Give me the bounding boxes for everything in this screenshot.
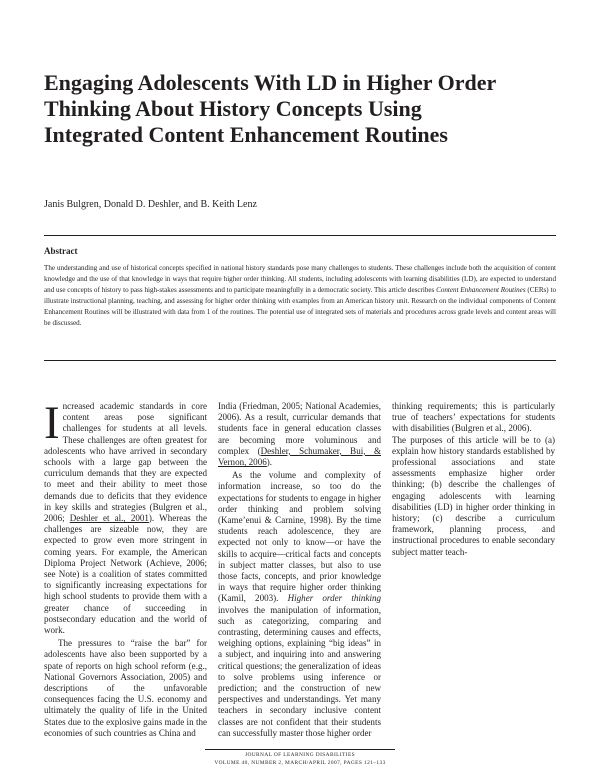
- italic-term: Higher order thinking: [287, 593, 381, 604]
- author-list: Janis Bulgren, Donald D. Deshler, and B. Keith Lenz: [44, 199, 257, 210]
- divider: [44, 360, 556, 361]
- paragraph-2: The pressures to “raise the bar” for adolescents have also been supported by a spate of reports on high school reform (e.g., National Governors Association, 2005) and descriptions of the unfavorable consequences facing the U.S. economy and ultimately the quality of life in the United States due to the explosive gains made in the economies of such countries as China and: [44, 638, 207, 738]
- article-title: Engaging Adolescents With LD in Higher Order Thinking About History Concepts Using Integrated Content Enhancement Routines: [44, 70, 496, 147]
- paragraph-3-cont: thinking requirements; this is particularly true of teachers’ expectations for students with disabilities (Bulgren et al., 2006).: [392, 401, 555, 434]
- body-column-1: [44, 401, 207, 742]
- abstract-heading: Abstract: [44, 246, 78, 256]
- volume-info: VOLUME 40, NUMBER 2, MARCH/APRIL 2007, PAGES 121–133: [214, 760, 386, 766]
- body-column-3: [392, 401, 555, 742]
- abstract-italic-term: Content Enhancement Routines: [436, 286, 526, 294]
- footer-divider: [205, 749, 395, 750]
- journal-name: JOURNAL OF LEARNING DISABILITIES: [244, 752, 356, 758]
- body-column-2: [218, 401, 381, 742]
- paragraph-4-cont: The purposes of this article will be to (a) explain how history standards established by professional associations and state assessments emphasize higher order thinking; (b) describe the challenges of engaging adolescents with learning disabilities (LD) in higher order thinking in history; (c) describe a curriculum framework, planning process, and instructional procedures to enable secondary subject matter teach-: [392, 434, 555, 557]
- paragraph-1: Increased academic standards in core content areas pose significant challenges for students at all levels. These challenges are often greatest for adolescents who have arrived in secondary schools with a large gap between the curriculum demands that they are expected to meet and their ability to meet those demands due to deficits that they evidence in key skills and strategies (Bulgren et al., 2006; Deshler et al., 2001). Whereas the challenges are sizeable now, they are expected to grow even more stringent in coming years. For example, the American Diploma Project Network (Achieve, 2006; see Note) is a coalition of states committed to significantly increasing expectations for high school students to provide them with a greater chance of succeeding in postsecondary education and the world of work.: [44, 401, 207, 636]
- abstract-text: The understanding and use of historical concepts specified in national history standards pose many challenges to students. These challenges include both the acquisition of content knowledge and the use of that knowledge in ways that require higher order thinking. All students, including adolescents with learning disabilities (LD), are expected to understand and use concepts of history to pass high-stakes assessments and to participate meaningfully in a democratic society. This article describes Content Enhancement Routines (CERs) to illustrate instructional planning, teaching, and assessing for higher order thinking with examples from an American history unit. Research on the individual components of Content Enhancement Routines will be illustrated with data from 1 of the routines. The potential use of integrated sets of materials and procedures across grade levels and content areas will be discussed.: [44, 264, 556, 327]
- paragraph-2-cont: India (Friedman, 2005; National Academies, 2006). As a result, curricular demands that students face in general education classes are becoming more voluminous and complex (Deshler, Schumaker, Bui, & Vernon, 2006).: [218, 401, 381, 468]
- divider: [44, 235, 556, 236]
- citation-link[interactable]: Deshler, Schumaker, Bui, & Vernon, 2006: [218, 445, 381, 468]
- citation-link[interactable]: Deshler et al., 2001: [69, 513, 149, 524]
- drop-cap: I: [44, 401, 60, 449]
- paragraph-3: As the volume and complexity of information increase, so too do the expectations for students to engage in higher order thinking and problem solving (Kame’enui & Carnine, 1998). By the time students reach adolescence, they are expected not only to know—or have the skills to acquire—critical facts and concepts in subject matter classes, but also to use those facts, concepts, and prior knowledge in ways that require higher order thinking (Kamil, 2003). Higher order thinking involves the manipulation of information, such as categorizing, comparing and contrasting, determining causes and effects, weighing options, explaining “big ideas” in a subject, and inquiring into and answering critical questions; the generalization of ideas to solve problems using inference or prediction; and the construction of new perspectives and understandings. Yet many teachers in secondary inclusive content classes are not confident that their students can successfully master those higher order: [218, 470, 381, 738]
